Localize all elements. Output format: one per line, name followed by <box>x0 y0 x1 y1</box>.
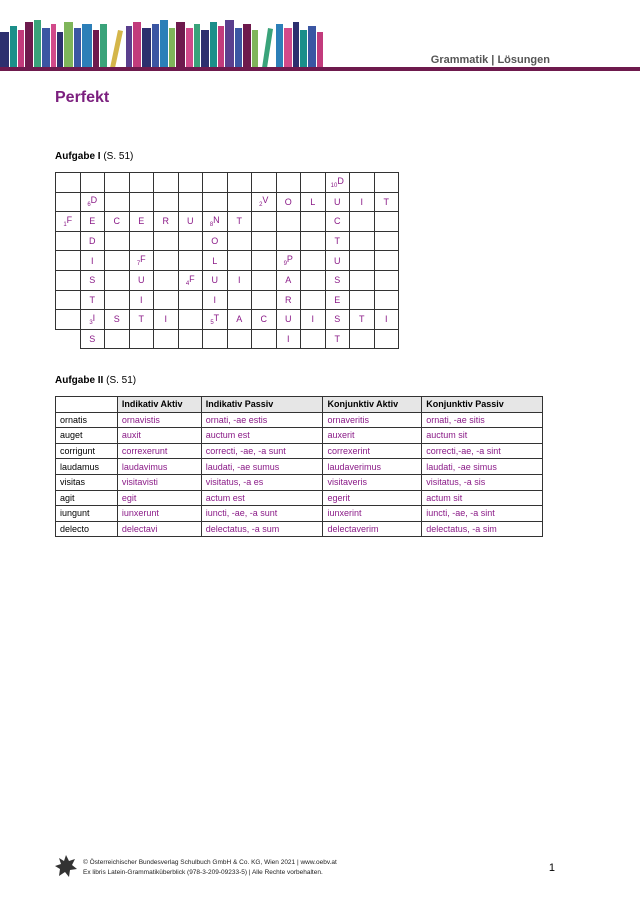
verb-answer: auxit <box>117 428 201 444</box>
crossword-cell <box>374 251 399 271</box>
crossword-cell <box>105 251 130 271</box>
crossword-cell <box>252 310 277 330</box>
crossword-cell <box>301 329 326 349</box>
crossword-cell <box>178 329 203 349</box>
crossword-letter: E <box>138 216 145 227</box>
crossword-cell <box>129 270 154 290</box>
crossword-cell <box>252 192 277 212</box>
verb-form: agit <box>56 490 118 506</box>
verb-answer: ornati, -ae estis <box>201 412 323 428</box>
crossword-cell <box>301 290 326 310</box>
crossword-letter: I <box>213 294 216 305</box>
crossword-letter: O <box>211 236 219 247</box>
crossword-row <box>56 192 399 212</box>
verb-answer: delectatus, -a sim <box>422 521 543 537</box>
crossword-cell <box>178 270 203 290</box>
crossword-letter: N <box>213 215 220 226</box>
crossword-letter: U <box>285 314 292 325</box>
crossword-cell <box>325 231 350 251</box>
crossword-cell <box>178 173 203 193</box>
crossword-clue-number: 4 <box>185 280 190 287</box>
crossword-cell <box>154 270 179 290</box>
crossword-cell <box>129 329 154 349</box>
crossword-letter: I <box>360 196 363 207</box>
crossword-letter: T <box>359 314 365 325</box>
crossword-cell <box>203 310 228 330</box>
crossword-cell <box>105 270 130 290</box>
crossword-row <box>56 310 399 330</box>
crossword-cell <box>56 231 81 251</box>
crossword-cell <box>301 212 326 232</box>
crossword-cell <box>325 192 350 212</box>
crossword-cell <box>301 251 326 271</box>
crossword-clue-number: 8 <box>209 221 214 228</box>
crossword-letter: T <box>236 216 242 227</box>
crossword-cell <box>203 173 228 193</box>
crossword-letter: I <box>164 314 167 325</box>
crossword-cell <box>301 310 326 330</box>
footer-line-2: Ex libris Latein-Grammatiküberblick (978-3-209-09233-5) | Alle Rechte vorbehalten. <box>83 869 323 876</box>
crossword-cell <box>227 212 252 232</box>
crossword-cell <box>56 270 81 290</box>
verb-answer: egit <box>117 490 201 506</box>
crossword-letter: R <box>162 216 169 227</box>
crossword-cell <box>129 290 154 310</box>
section-label-1-ref: (S. 51) <box>100 151 134 162</box>
crossword-cell <box>154 231 179 251</box>
verb-table-row <box>56 474 543 490</box>
crossword-letter: C <box>260 314 267 325</box>
crossword-cell <box>350 212 375 232</box>
verb-form: laudamus <box>56 459 118 475</box>
crossword-cell <box>252 270 277 290</box>
crossword-letter: S <box>89 275 96 286</box>
verb-answer: laudavimus <box>117 459 201 475</box>
verb-table-header-row <box>56 397 543 413</box>
header-rule <box>0 67 640 71</box>
crossword-cell <box>178 192 203 212</box>
crossword-cell <box>129 231 154 251</box>
header-title: Grammatik | Lösungen <box>430 54 550 66</box>
crossword-letter: I <box>384 314 388 325</box>
page-header <box>0 0 640 72</box>
crossword-cell <box>276 192 301 212</box>
crossword-cell <box>105 329 130 349</box>
crossword-clue-number: 1 <box>63 221 67 228</box>
crossword-cell <box>350 231 375 251</box>
crossword-row <box>56 270 399 290</box>
section-label-2-ref: (S. 51) <box>103 375 137 386</box>
crossword-cell <box>203 251 228 271</box>
crossword-row <box>56 231 399 251</box>
crossword-cell <box>203 192 228 212</box>
verb-table-row <box>56 412 543 428</box>
verb-answer: laudaverimus <box>323 459 422 475</box>
crossword-cell <box>325 270 350 290</box>
crossword-letter: T <box>138 314 144 325</box>
crossword-cell <box>154 192 179 212</box>
crossword-cell <box>56 310 81 330</box>
crossword-cell <box>80 212 105 232</box>
crossword-letter: I <box>90 255 94 266</box>
section-label-2-title: Aufgabe II <box>55 375 104 386</box>
crossword-letter: O <box>284 196 292 207</box>
crossword-cell <box>227 290 252 310</box>
crossword-letter: U <box>334 196 341 207</box>
verb-answer: correxerint <box>323 443 422 459</box>
crossword-cell <box>56 290 81 310</box>
crossword-letter: T <box>383 196 389 207</box>
crossword-cell <box>301 173 326 193</box>
crossword-letter: P <box>286 254 293 265</box>
crossword-cell <box>178 231 203 251</box>
crossword-cell <box>154 173 179 193</box>
crossword-cell <box>56 329 81 349</box>
crossword-cell <box>80 231 105 251</box>
crossword-cell <box>56 212 81 232</box>
crossword-letter: U <box>334 255 341 266</box>
verb-answer: ornaveritis <box>323 412 422 428</box>
crossword-letter: T <box>89 294 95 305</box>
crossword-cell <box>80 310 105 330</box>
crossword-cell <box>105 310 130 330</box>
crossword-cell <box>154 329 179 349</box>
verb-form: corrigunt <box>56 443 118 459</box>
verb-table-header: Konjunktiv Passiv <box>422 397 543 413</box>
oebv-logo-icon <box>55 855 77 879</box>
crossword-letter: U <box>138 275 145 286</box>
verb-table-header: Indikativ Aktiv <box>117 397 201 413</box>
crossword-letter: D <box>337 175 344 186</box>
crossword-cell <box>276 173 301 193</box>
verb-table-header: Konjunktiv Aktiv <box>323 397 422 413</box>
verb-answer: iunxerunt <box>117 506 201 522</box>
verb-answer: auctum sit <box>422 428 543 444</box>
verb-answer: actum sit <box>422 490 543 506</box>
crossword-cell <box>252 173 277 193</box>
crossword-cell <box>350 290 375 310</box>
crossword-cell <box>350 251 375 271</box>
crossword-cell <box>129 212 154 232</box>
crossword-row <box>56 173 399 193</box>
crossword-cell <box>129 251 154 271</box>
verb-answer: visitatus, -a es <box>201 474 323 490</box>
verb-answer: iuncti, -ae, -a sunt <box>201 506 323 522</box>
crossword-row <box>56 329 399 349</box>
crossword-letter: T <box>213 313 220 324</box>
verb-form: iungunt <box>56 506 118 522</box>
crossword-cell <box>350 310 375 330</box>
crossword-letter: S <box>334 275 341 286</box>
verb-table-row <box>56 459 543 475</box>
crossword-cell <box>105 290 130 310</box>
page-number: 1 <box>548 862 555 874</box>
verb-form: ornatis <box>56 412 118 428</box>
crossword-letter: C <box>334 216 341 227</box>
crossword-row <box>56 251 399 271</box>
crossword-cell <box>325 251 350 271</box>
crossword-cell <box>129 173 154 193</box>
crossword-letter: S <box>89 334 96 345</box>
crossword-cell <box>227 329 252 349</box>
crossword-clue-number: 6 <box>87 202 91 209</box>
crossword-cell <box>301 270 326 290</box>
crossword-letter: U <box>187 216 194 227</box>
verb-table-header <box>56 397 118 413</box>
crossword-cell <box>105 231 130 251</box>
crossword-cell <box>374 231 399 251</box>
bookshelf-banner-icon <box>0 18 330 68</box>
verb-answer: iunxerint <box>323 506 422 522</box>
verb-answer: correcti, -ae, -a sunt <box>201 443 323 459</box>
page-title: Perfekt <box>55 89 110 106</box>
crossword-cell <box>252 290 277 310</box>
crossword-cell <box>325 310 350 330</box>
crossword-cell <box>105 173 130 193</box>
crossword-cell <box>203 329 228 349</box>
verb-answer: actum est <box>201 490 323 506</box>
verb-answer: auxerit <box>323 428 422 444</box>
crossword-letter: C <box>113 216 120 227</box>
crossword-letter: F <box>140 254 146 265</box>
verb-form: visitas <box>56 474 118 490</box>
crossword-cell <box>276 290 301 310</box>
verb-answer: ornavistis <box>117 412 201 428</box>
crossword-letter: T <box>334 334 340 345</box>
crossword-cell <box>252 231 277 251</box>
crossword-cell <box>56 192 81 212</box>
crossword-cell <box>56 173 81 193</box>
crossword-letter: I <box>286 334 290 345</box>
crossword-cell <box>154 251 179 271</box>
verb-form: auget <box>56 428 118 444</box>
crossword-cell <box>374 212 399 232</box>
crossword-cell <box>374 329 399 349</box>
crossword-clue-number: 10 <box>330 182 338 189</box>
crossword-letter: S <box>113 314 120 325</box>
verb-answer: correcti,-ae, -a sint <box>422 443 543 459</box>
crossword-letter: V <box>262 195 269 206</box>
crossword-cell <box>374 270 399 290</box>
verb-answer: delectaverim <box>323 521 422 537</box>
crossword-cell <box>374 173 399 193</box>
crossword-letter: L <box>212 255 218 266</box>
verb-answer: visitavisti <box>117 474 201 490</box>
crossword-clue-number: 3 <box>89 319 93 326</box>
crossword-cell <box>227 192 252 212</box>
verb-answer: delectatus, -a sum <box>201 521 323 537</box>
crossword-cell <box>105 212 130 232</box>
crossword-letter: A <box>236 314 243 325</box>
verb-table <box>55 396 543 537</box>
crossword-cell <box>276 329 301 349</box>
crossword-cell <box>276 231 301 251</box>
verb-table-row <box>56 490 543 506</box>
crossword-letter: F <box>66 215 73 226</box>
verb-table-row <box>56 506 543 522</box>
crossword-cell <box>178 310 203 330</box>
page-footer <box>55 855 585 885</box>
verb-form: delecto <box>56 521 118 537</box>
verb-answer: visitatus, -a sis <box>422 474 543 490</box>
crossword-cell <box>276 212 301 232</box>
verb-answer: delectavi <box>117 521 201 537</box>
crossword-letter: L <box>310 196 316 207</box>
crossword-cell <box>227 231 252 251</box>
crossword-cell <box>301 192 326 212</box>
crossword-cell <box>227 310 252 330</box>
crossword-cell <box>325 212 350 232</box>
verb-answer: correxerunt <box>117 443 201 459</box>
crossword-clue-number: 5 <box>210 319 214 326</box>
crossword-cell <box>350 173 375 193</box>
crossword-letter: E <box>89 216 96 227</box>
verb-answer: auctum est <box>201 428 323 444</box>
verb-answer: laudati, -ae simus <box>422 459 543 475</box>
crossword-letter: A <box>285 275 292 286</box>
crossword-cell <box>203 270 228 290</box>
crossword-cell <box>80 290 105 310</box>
verb-answer: visitaveris <box>323 474 422 490</box>
crossword-cell <box>252 251 277 271</box>
crossword-cell <box>227 173 252 193</box>
crossword-cell <box>203 212 228 232</box>
crossword-letter: R <box>285 294 292 305</box>
crossword-letter: I <box>311 314 314 325</box>
crossword-cell <box>80 192 105 212</box>
crossword-cell <box>276 270 301 290</box>
verb-answer: egerit <box>323 490 422 506</box>
verb-table-row <box>56 443 543 459</box>
crossword-cell <box>178 212 203 232</box>
crossword-letter: T <box>334 236 340 247</box>
crossword-clue-number: 7 <box>136 261 141 268</box>
crossword-cell <box>178 290 203 310</box>
crossword-letter: D <box>89 236 96 247</box>
crossword-cell <box>350 192 375 212</box>
crossword-cell <box>105 192 130 212</box>
crossword-cell <box>129 192 154 212</box>
crossword-cell <box>276 310 301 330</box>
crossword-row <box>56 290 399 310</box>
verb-answer: laudati, -ae sumus <box>201 459 323 475</box>
crossword-clue-number: 2 <box>259 202 263 209</box>
crossword-clue-number: 9 <box>283 261 287 268</box>
crossword-cell <box>154 290 179 310</box>
crossword-cell <box>227 251 252 271</box>
footer-line-1: © Österreichischer Bundesverlag Schulbuch GmbH & Co. KG, Wien 2021 | www.oebv.at <box>83 859 337 866</box>
crossword-cell <box>374 310 399 330</box>
crossword-letter: I <box>92 313 96 324</box>
verb-table-row <box>56 521 543 537</box>
crossword-cell <box>350 329 375 349</box>
crossword-letter: F <box>189 273 195 284</box>
crossword-letter: I <box>139 294 143 305</box>
crossword-cell <box>129 310 154 330</box>
crossword-letter: D <box>90 195 98 206</box>
section-label-1-title: Aufgabe I <box>55 151 101 162</box>
crossword-cell <box>80 173 105 193</box>
crossword-cell <box>203 231 228 251</box>
crossword-cell <box>325 329 350 349</box>
verb-table-header: Indikativ Passiv <box>201 397 323 413</box>
crossword-cell <box>80 329 105 349</box>
crossword-cell <box>252 212 277 232</box>
crossword-row <box>56 212 399 232</box>
crossword-cell <box>80 270 105 290</box>
footer-copyright <box>83 858 337 878</box>
crossword-cell <box>374 192 399 212</box>
crossword-cell <box>252 329 277 349</box>
crossword-cell <box>154 310 179 330</box>
crossword-cell <box>56 251 81 271</box>
crossword-grid <box>55 172 399 349</box>
crossword-letter: S <box>334 314 341 325</box>
crossword-cell <box>350 270 375 290</box>
crossword-cell <box>276 251 301 271</box>
crossword-cell <box>227 270 252 290</box>
crossword-cell <box>80 251 105 271</box>
crossword-letter: I <box>237 275 241 286</box>
crossword-cell <box>325 173 350 193</box>
crossword-cell <box>154 212 179 232</box>
crossword-cell <box>203 290 228 310</box>
crossword-cell <box>325 290 350 310</box>
section-label-aufgabe-1 <box>55 151 133 162</box>
crossword-letter: U <box>211 275 218 286</box>
crossword-letter: E <box>334 294 341 305</box>
section-label-aufgabe-2 <box>55 375 136 386</box>
verb-table-row <box>56 428 543 444</box>
verb-answer: ornati, -ae sitis <box>422 412 543 428</box>
crossword-cell <box>374 290 399 310</box>
crossword-cell <box>301 231 326 251</box>
verb-answer: iuncti, -ae, -a sint <box>422 506 543 522</box>
crossword-cell <box>178 251 203 271</box>
